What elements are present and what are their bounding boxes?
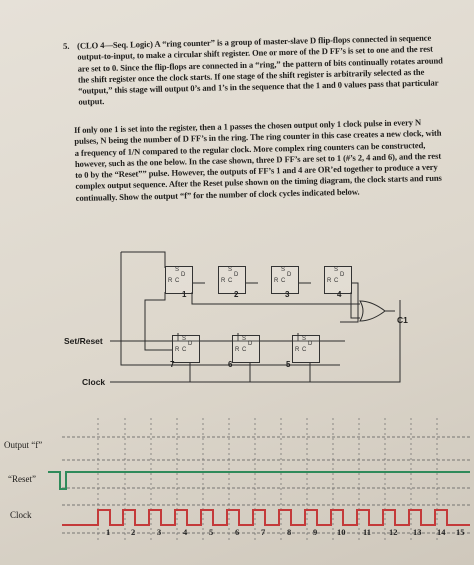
clock-number: 13	[413, 527, 422, 537]
clock-number: 5	[209, 527, 214, 537]
output-f-label: Output “f”	[4, 440, 43, 450]
flipflop-4: S D C R	[324, 266, 352, 294]
clock-number: 11	[363, 527, 372, 537]
clock-signal-label: Clock	[10, 510, 32, 520]
clock-number: 14	[437, 527, 446, 537]
flipflop-5-number: 5	[286, 360, 291, 369]
flipflop-7-number: 7	[170, 360, 175, 369]
flipflop-1-number: 1	[182, 290, 187, 299]
clock-number: 6	[235, 527, 240, 537]
flipflop-4-number: 4	[337, 290, 342, 299]
clock-number: 2	[131, 527, 136, 537]
question-number: 5.	[63, 40, 70, 51]
flipflop-2: S D C R	[218, 266, 246, 294]
flipflop-1: S D C R	[165, 266, 193, 294]
reset-waveform	[48, 472, 470, 489]
flipflop-7: S D C R	[172, 335, 200, 363]
question-intro-text: (CLO 4—Seq. Logic) A “ring counter” is a group of master-slave D flip-flops connected in sequence output-to-input, to make a circular shift register. One or more of the D FF’s is set to one and the rest are set to 0. Since the flip-flops are connected in a “ring,” the pattern of bits continually rotates around the shift register once the clock starts. If one stage of the shift register is arbitrarily selected as the “output,” this stage will output 0’s and 1’s in the sequence that the 1 and 0 values pass that particular output.	[76, 32, 443, 108]
clock-number: 7	[261, 527, 266, 537]
flipflop-6-number: 6	[228, 360, 233, 369]
clock-input-label: Clock	[82, 377, 106, 387]
set-reset-label: Set/Reset	[64, 336, 103, 346]
flipflop-6: S D C R	[232, 335, 260, 363]
flipflop-3-number: 3	[285, 290, 290, 299]
question-paragraph-2: If only one 1 is set into the register, then a 1 passes the chosen output only 1 clock pulse in every N pulses, N being the number of D FF’s in the ring. The ring counter in this case creates a new clock, with a frequency of 1/N compared to the regular clock. More complex ring counters can be constructed, however, such as the one below. In the case shown, three D FF’s are set to 1 (#’s 2, 4 and 6), and the rest to 0 by the “Reset”” pulse. However, the outputs of FF’s 1 and 4 are OR’ed together to produce a very complex output sequence. After the Reset pulse shown on the timing diagram, the clock starts and runs continually. Show the output “f” for the number of clock cycles indicated below.	[74, 117, 442, 203]
clock-number: 15	[456, 527, 465, 537]
clock-number: 1	[106, 527, 111, 537]
clock-number: 9	[313, 527, 318, 537]
clock-number: 3	[157, 527, 162, 537]
clock-waveform	[62, 510, 470, 525]
flipflop-5: S D C R	[292, 335, 320, 363]
flipflop-3: S D C R	[271, 266, 299, 294]
flipflop-2-number: 2	[234, 290, 239, 299]
reset-signal-label: “Reset”	[8, 474, 36, 484]
clock-number: 4	[183, 527, 188, 537]
clock-number: 12	[389, 527, 398, 537]
or-output-label: C1	[397, 315, 408, 325]
clock-number: 8	[287, 527, 292, 537]
clock-number: 10	[337, 527, 346, 537]
